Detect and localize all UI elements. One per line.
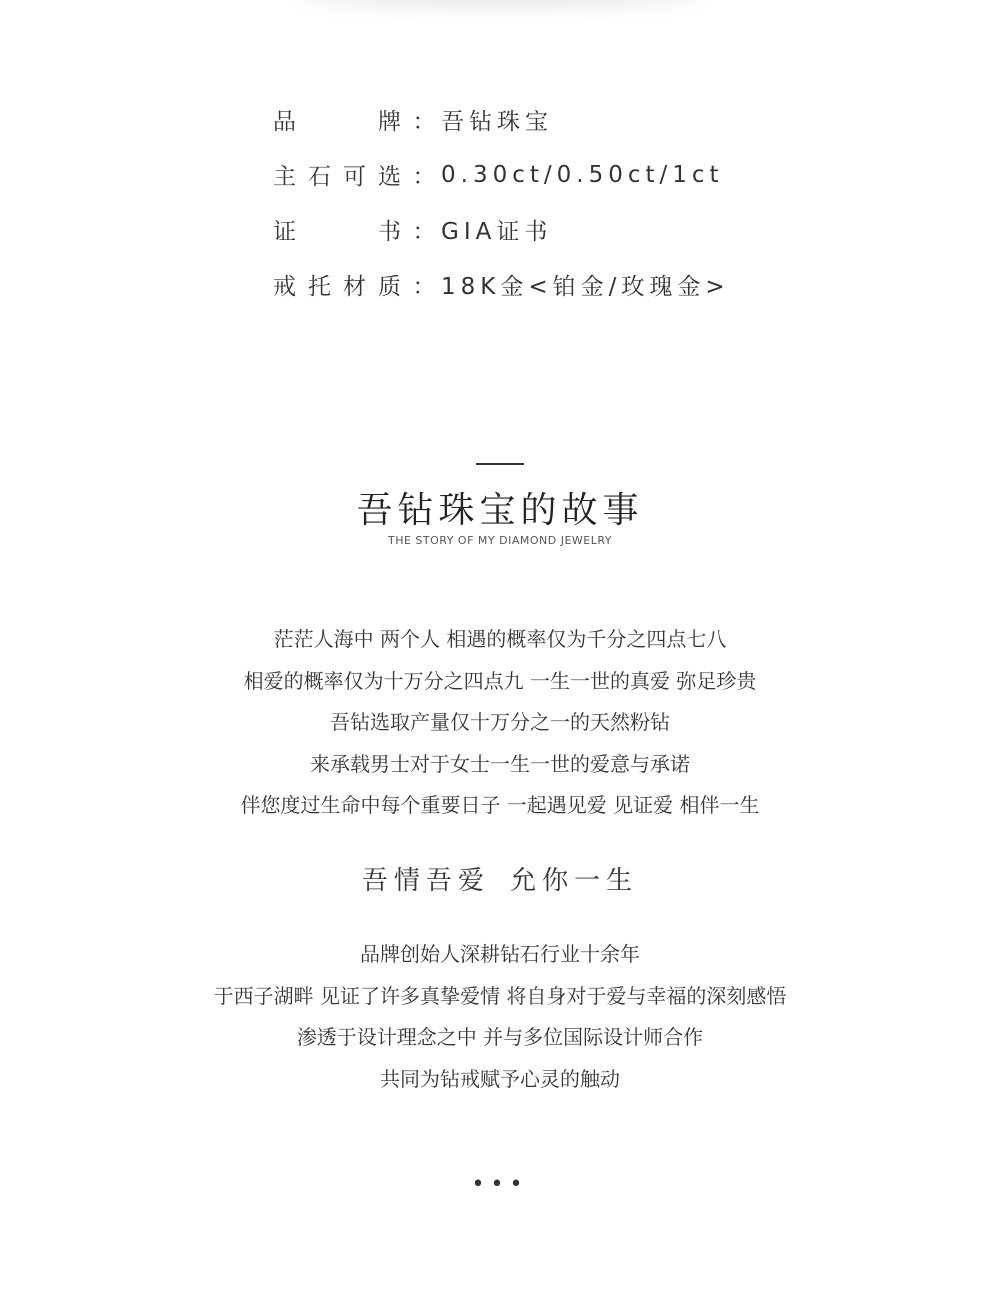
spec-colon: ： — [412, 164, 436, 190]
ellipsis-dots: ••• — [471, 1172, 529, 1197]
story-subtitle: THE STORY OF MY DIAMOND JEWELRY — [387, 534, 613, 547]
story-line: 相爱的概率仅为十万分之四点九 一生一世的真爱 弥足珍贵 — [243, 668, 757, 693]
story-line: 渗透于设计理念之中 并与多位国际设计师合作 — [296, 1025, 704, 1050]
story-paragraph-1 — [0, 619, 1000, 827]
story-line: 来承载男士对于女士一生一世的爱意与承诺 — [310, 751, 690, 776]
spec-colon: ： — [412, 219, 436, 245]
spec-label-char: 品 — [273, 109, 302, 135]
spec-label-char: 可 — [343, 164, 372, 190]
title-divider — [476, 463, 524, 465]
spec-label-char: 材 — [343, 274, 372, 300]
story-title: 吾钻珠宝的故事 — [356, 490, 644, 531]
story-line: 共同为钻戒赋予心灵的触动 — [380, 1066, 620, 1091]
story-line: 吾钻选取产量仅十万分之一的天然粉钻 — [330, 710, 670, 735]
spec-row-certificate — [273, 202, 730, 257]
spec-label-char: 托 — [308, 274, 337, 300]
spec-row-material — [273, 257, 730, 312]
spec-value: 0.30ct/0.50ct/1ct — [441, 161, 724, 188]
spec-colon: ： — [412, 274, 436, 300]
spec-label-char: 选 — [378, 164, 407, 190]
spec-label-char: 主 — [273, 164, 302, 190]
spec-value: 18K金<铂金/玫瑰金> — [441, 274, 730, 300]
spec-label — [273, 213, 407, 246]
spec-row-brand — [273, 92, 730, 147]
spec-label-char: 证 — [273, 219, 302, 245]
spec-value: 吾钻珠宝 — [441, 109, 553, 135]
spec-label-char: 戒 — [273, 274, 302, 300]
spec-label-char: 牌 — [378, 109, 407, 135]
spec-value: GIA证书 — [441, 219, 553, 245]
spec-row-main-stone — [273, 147, 730, 202]
spec-label — [273, 268, 407, 301]
spec-label — [273, 103, 407, 136]
spec-list — [273, 92, 730, 312]
spec-label-char: 质 — [378, 274, 407, 300]
story-line: 品牌创始人深耕钻石行业十余年 — [360, 942, 640, 966]
story-slogan: 吾情吾爱 允你一生 — [361, 866, 639, 896]
spec-label-char: 书 — [378, 219, 407, 245]
spec-colon: ： — [412, 109, 436, 135]
spec-label — [273, 158, 407, 191]
story-line: 茫茫人海中 两个人 相遇的概率仅为千分之四点七八 — [273, 627, 727, 651]
spec-label-char: 石 — [308, 164, 337, 190]
story-line: 伴您度过生命中每个重要日子 一起遇见爱 见证爱 相伴一生 — [240, 793, 760, 818]
story-paragraph-2 — [0, 934, 1000, 1100]
story-line: 于西子湖畔 见证了许多真挚爱情 将自身对于爱与幸福的深刻感悟 — [213, 983, 787, 1008]
